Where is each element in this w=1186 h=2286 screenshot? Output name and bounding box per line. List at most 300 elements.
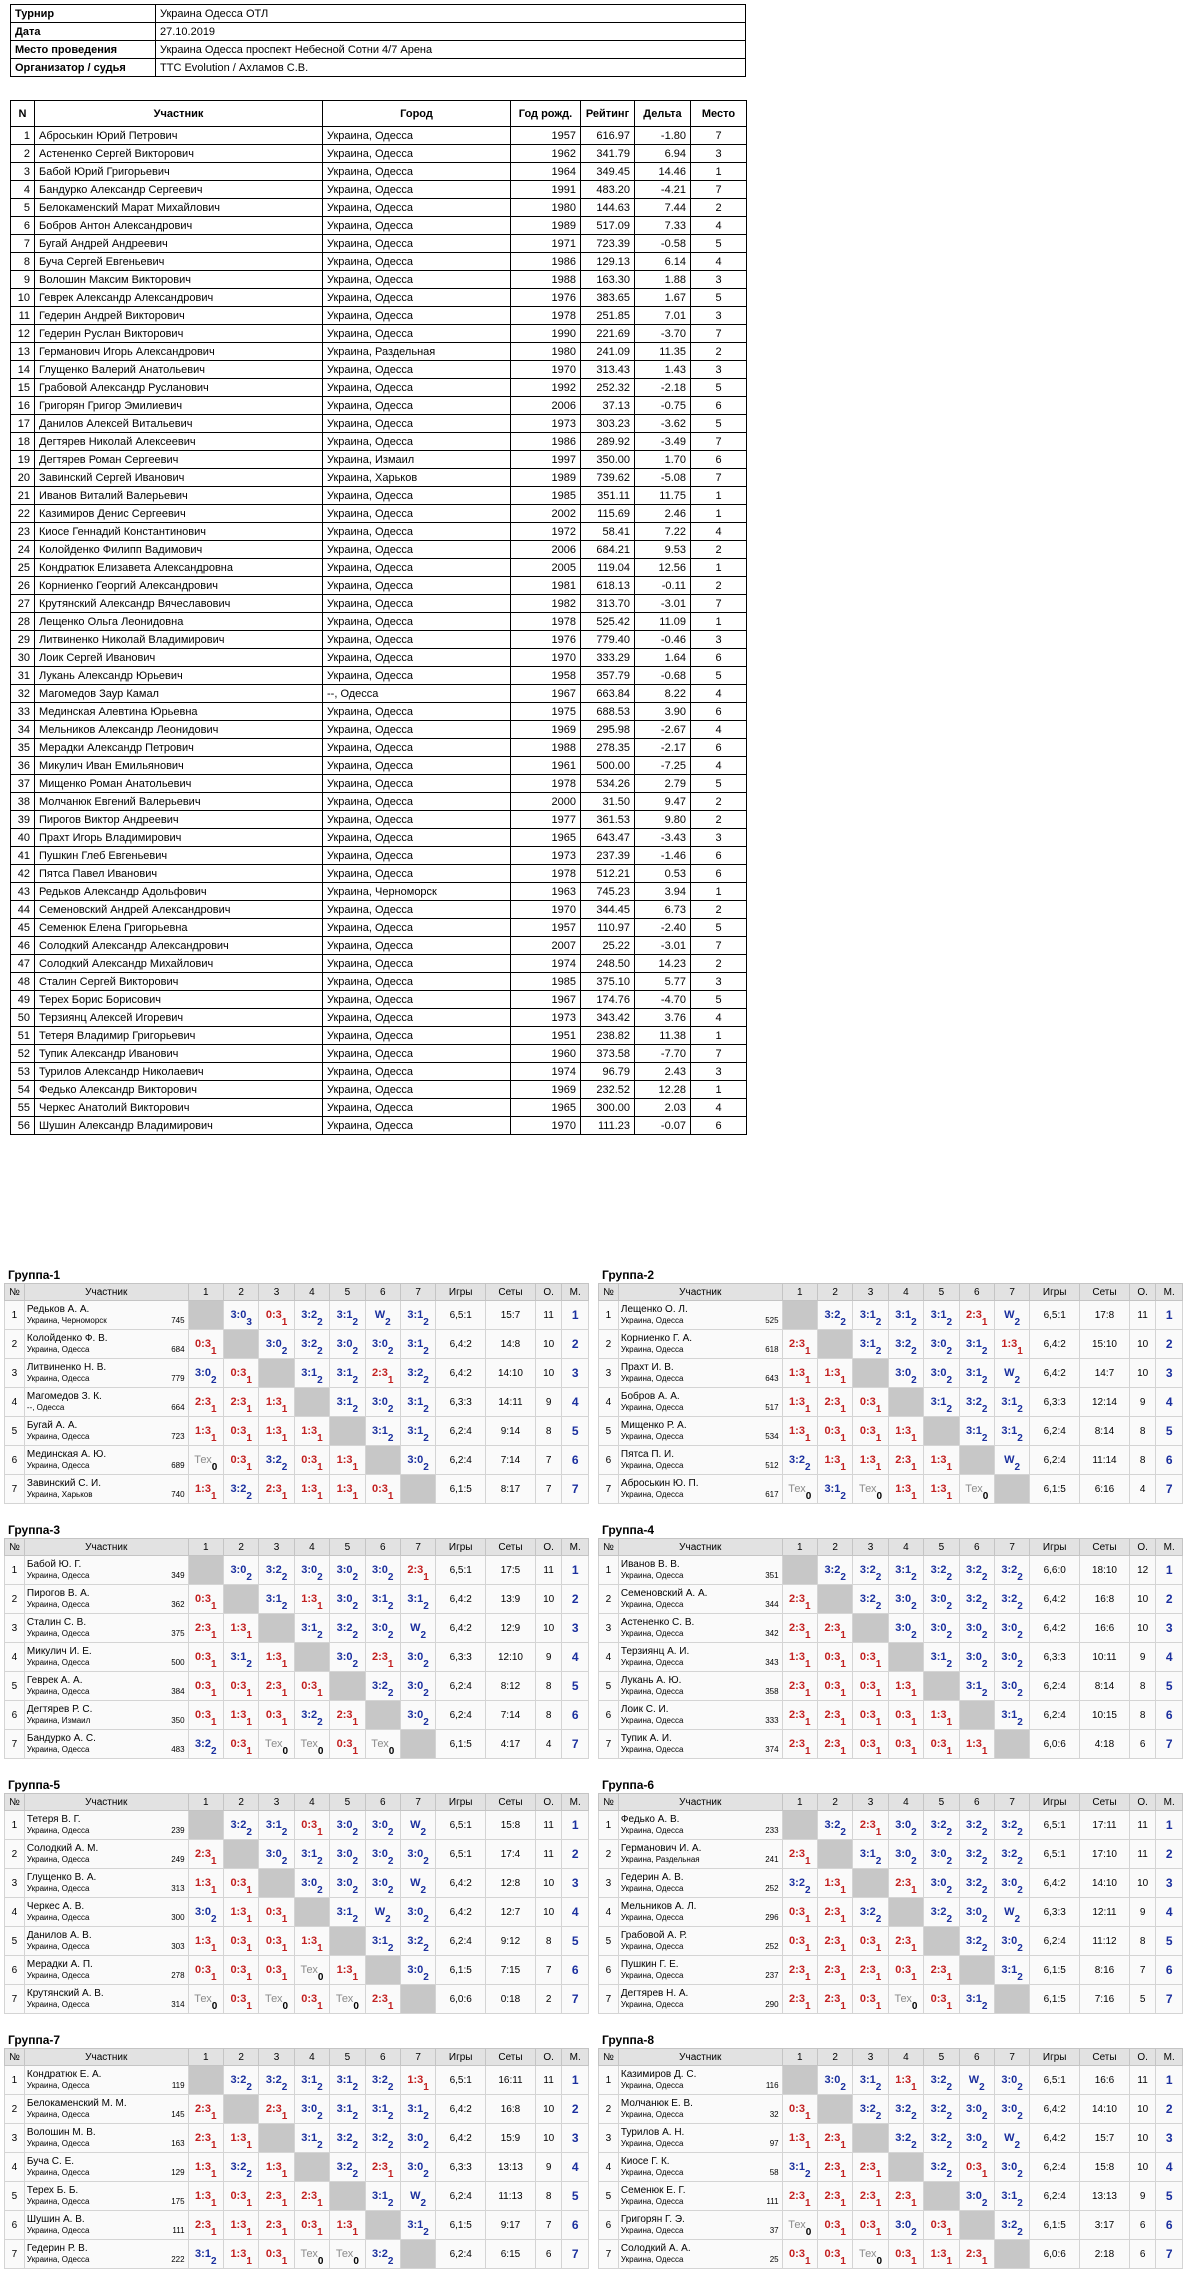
player-delta: 7.22 xyxy=(635,523,691,541)
match-score: 1:31 xyxy=(336,2219,359,2238)
match-points: 1 xyxy=(246,1375,252,1386)
match-points: 2 xyxy=(423,1856,429,1867)
match-points: 1 xyxy=(246,1972,252,1983)
group-row-number: 4 xyxy=(5,1388,25,1417)
match-score: 3:22 xyxy=(859,2103,882,2122)
group-sets: 4:18 xyxy=(1080,1730,1130,1759)
group-player-name: Литвиненко Н. В. xyxy=(26,1362,107,1373)
match-score: 2:31 xyxy=(824,1738,846,1757)
group-row xyxy=(5,2095,589,2124)
player-rating: 313.70 xyxy=(581,595,635,613)
match-score: 3:22 xyxy=(966,1819,988,1838)
group-player-name: Федько А. В. xyxy=(620,1814,680,1825)
match-score: W2 xyxy=(1004,1454,1021,1473)
match-cell xyxy=(400,1330,435,1359)
match-score: 1:31 xyxy=(336,1964,359,1983)
match-cell xyxy=(817,2240,852,2269)
group-player-rating: 617 xyxy=(765,1490,779,1499)
match-points: 2 xyxy=(911,1630,917,1641)
match-points: 2 xyxy=(946,1827,953,1838)
match-score: 3:22 xyxy=(966,1593,988,1612)
match-points: 1 xyxy=(210,1688,217,1699)
participant-row xyxy=(11,1009,747,1027)
player-place: 5 xyxy=(691,775,747,793)
group-player-rating: 689 xyxy=(171,1461,185,1470)
group-place: 7 xyxy=(1156,1985,1183,2014)
group-player-rating: 534 xyxy=(765,1432,779,1441)
match-cell xyxy=(924,1446,959,1475)
group-1 xyxy=(4,1267,589,1504)
group-player-rating: 252 xyxy=(765,1884,779,1893)
match-score: 3:22 xyxy=(336,2132,359,2151)
group-player-rating: 163 xyxy=(171,2139,185,2148)
group-place: 4 xyxy=(1156,1388,1183,1417)
group-games: 6,6:0 xyxy=(1030,1556,1080,1585)
self-cell xyxy=(924,1927,959,1956)
match-points: 1 xyxy=(281,2198,288,2209)
group-column-header: Участник xyxy=(24,1284,188,1301)
group-games: 6,2:4 xyxy=(1030,1417,1080,1446)
match-cell xyxy=(959,2095,994,2124)
group-player-name: Гедерин Р. В. xyxy=(26,2243,88,2254)
match-cell xyxy=(782,1614,817,1643)
group-5 xyxy=(4,1777,589,2014)
participant-row xyxy=(11,721,747,739)
match-points: 1 xyxy=(840,1404,846,1415)
match-cell xyxy=(924,1388,959,1417)
match-cell xyxy=(223,2240,258,2269)
match-points: 2 xyxy=(423,1317,429,1328)
match-points: 2 xyxy=(946,1630,953,1641)
player-place: 1 xyxy=(691,559,747,577)
group-player-cell xyxy=(618,1475,782,1504)
player-number: 46 xyxy=(11,937,35,955)
player-rating: 375.10 xyxy=(581,973,635,991)
match-score: Тех0 xyxy=(194,1454,218,1473)
match-score: Тех0 xyxy=(894,1993,918,2012)
group-player-name: Астененко С. В. xyxy=(620,1617,695,1628)
match-points: 2 xyxy=(875,1601,882,1612)
player-city: Украина, Одесса xyxy=(323,1117,511,1135)
match-points: 1 xyxy=(911,1717,917,1728)
group-row xyxy=(599,1330,1183,1359)
match-cell xyxy=(924,1985,959,2014)
group-place: 3 xyxy=(1156,1869,1183,1898)
participant-row xyxy=(11,595,747,613)
match-points: 0 xyxy=(388,1746,395,1757)
match-score: 0:31 xyxy=(230,1367,252,1386)
group-place: 7 xyxy=(562,1475,589,1504)
match-points: 2 xyxy=(420,1630,427,1641)
match-cell xyxy=(259,1730,294,1759)
group-points: 11 xyxy=(535,1840,562,1869)
match-cell xyxy=(959,1388,994,1417)
match-cell xyxy=(782,2095,817,2124)
match-score: 1:31 xyxy=(301,1593,323,1612)
match-cell xyxy=(400,1585,435,1614)
match-score: 0:31 xyxy=(301,1819,323,1838)
player-birth-year: 1988 xyxy=(511,271,581,289)
match-score: 0:31 xyxy=(195,1680,217,1699)
group-player-city: Украина, Измаил xyxy=(26,1716,91,1725)
group-sets: 9:17 xyxy=(486,2211,536,2240)
match-score: Тех0 xyxy=(335,2248,359,2267)
match-cell xyxy=(782,1475,817,1504)
match-points: 2 xyxy=(387,1688,394,1699)
player-birth-year: 1973 xyxy=(511,1009,581,1027)
match-score: 3:12 xyxy=(859,1338,882,1357)
player-rating: 618.13 xyxy=(581,577,635,595)
group-table xyxy=(598,1283,1183,1504)
match-score: 0:31 xyxy=(230,2190,252,2209)
match-score: 1:31 xyxy=(407,2074,429,2093)
player-number: 11 xyxy=(11,307,35,325)
match-score: 3:22 xyxy=(1001,2219,1023,2238)
match-cell xyxy=(782,1730,817,1759)
group-player-city: Украина, Одесса xyxy=(620,1716,684,1725)
match-cell xyxy=(888,2182,923,2211)
match-score: 0:31 xyxy=(336,1738,359,1757)
group-row xyxy=(5,2182,589,2211)
group-player-name: Семеновский А. А. xyxy=(620,1588,708,1599)
match-cell xyxy=(400,1446,435,1475)
group-row xyxy=(5,1701,589,1730)
player-place: 4 xyxy=(691,523,747,541)
match-score: 3:22 xyxy=(372,1680,394,1699)
group-player-city: Украина, Одесса xyxy=(26,2255,90,2264)
group-player-name: Волошин М. В. xyxy=(26,2127,96,2138)
match-cell xyxy=(188,2182,223,2211)
match-points: 1 xyxy=(387,1375,394,1386)
match-score: 2:31 xyxy=(195,2132,217,2151)
player-delta: -4.70 xyxy=(635,991,691,1009)
info-key: Место проведения xyxy=(11,41,156,59)
match-points: 1 xyxy=(840,2169,846,2180)
match-score: 2:31 xyxy=(824,1993,846,2012)
player-birth-year: 1965 xyxy=(511,1099,581,1117)
self-cell xyxy=(817,2095,852,2124)
match-cell xyxy=(400,1301,435,1330)
match-score: 0:31 xyxy=(789,1935,811,1954)
match-cell xyxy=(365,1359,400,1388)
group-column-header: Сеты xyxy=(486,2049,536,2066)
match-points: 2 xyxy=(281,1462,288,1473)
match-points: 1 xyxy=(246,1885,252,1896)
group-row xyxy=(599,2182,1183,2211)
group-place: 1 xyxy=(562,2066,589,2095)
player-city: Украина, Одесса xyxy=(323,199,511,217)
match-cell xyxy=(259,1840,294,1869)
group-games: 6,2:4 xyxy=(1030,2182,1080,2211)
group-row xyxy=(599,2124,1183,2153)
match-points: 2 xyxy=(1017,1572,1023,1583)
player-name: Геврек Александр Александрович xyxy=(35,289,323,307)
group-sets: 8:12 xyxy=(486,1672,536,1701)
column-header: Дельта xyxy=(635,101,691,127)
group-points: 12 xyxy=(1129,1556,1156,1585)
match-score: 3:12 xyxy=(336,2103,359,2122)
group-player-city: Украина, Одесса xyxy=(620,1432,684,1441)
match-score: 2:31 xyxy=(895,2190,917,2209)
player-place: 4 xyxy=(691,1099,747,1117)
group-place: 6 xyxy=(562,2211,589,2240)
player-rating: 383.65 xyxy=(581,289,635,307)
group-column-header: Игры xyxy=(436,1794,486,1811)
player-number: 12 xyxy=(11,325,35,343)
match-points: 1 xyxy=(210,1404,217,1415)
group-player-cell xyxy=(618,1985,782,2014)
match-score: 1:31 xyxy=(930,2248,953,2267)
player-rating: 129.13 xyxy=(581,253,635,271)
match-cell xyxy=(188,2240,223,2269)
match-cell xyxy=(817,1417,852,1446)
match-score: 0:31 xyxy=(301,1454,323,1473)
player-city: Украина, Одесса xyxy=(323,595,511,613)
match-score: 3:22 xyxy=(230,1483,252,1502)
group-player-rating: 222 xyxy=(171,2255,185,2264)
match-cell xyxy=(365,2240,400,2269)
match-points: 2 xyxy=(246,2169,252,2180)
match-cell xyxy=(330,1840,365,1869)
group-points: 7 xyxy=(1129,1956,1156,1985)
participant-row xyxy=(11,847,747,865)
match-points: 1 xyxy=(246,1404,252,1415)
match-score: 1:31 xyxy=(195,1935,217,1954)
match-score: 3:22 xyxy=(195,1738,217,1757)
match-points: 1 xyxy=(804,2198,811,2209)
match-points: 0 xyxy=(982,1491,989,1502)
group-header-row xyxy=(599,2049,1183,2066)
match-score: 0:31 xyxy=(230,1680,252,1699)
group-player-cell xyxy=(618,1614,782,1643)
group-place: 1 xyxy=(1156,1301,1183,1330)
player-place: 1 xyxy=(691,883,747,901)
match-score: W2 xyxy=(410,1877,427,1896)
group-place: 5 xyxy=(1156,1927,1183,1956)
player-number: 50 xyxy=(11,1009,35,1027)
player-delta: -0.75 xyxy=(635,397,691,415)
group-games: 6,2:4 xyxy=(436,1927,486,1956)
match-score: 3:22 xyxy=(230,1819,252,1838)
match-score: 2:31 xyxy=(265,2103,288,2122)
player-delta: 14.46 xyxy=(635,163,691,181)
match-cell xyxy=(400,1417,435,1446)
self-cell xyxy=(853,1359,888,1388)
match-cell xyxy=(994,1388,1029,1417)
group-column-header: 4 xyxy=(294,1284,329,1301)
match-cell xyxy=(817,1359,852,1388)
player-place: 7 xyxy=(691,433,747,451)
self-cell xyxy=(294,1898,329,1927)
player-birth-year: 1965 xyxy=(511,829,581,847)
group-sets: 2:18 xyxy=(1080,2240,1130,2269)
self-cell xyxy=(994,1475,1029,1504)
group-points: 10 xyxy=(1129,1330,1156,1359)
match-cell xyxy=(853,1301,888,1330)
match-score: Тех0 xyxy=(265,1738,289,1757)
group-points: 10 xyxy=(1129,1359,1156,1388)
self-cell xyxy=(994,2240,1029,2269)
self-cell xyxy=(400,1475,435,1504)
group-column-header: № xyxy=(599,1539,619,1556)
group-player-name: Геврек А. А. xyxy=(26,1675,83,1686)
player-rating: 241.09 xyxy=(581,343,635,361)
match-cell xyxy=(188,1614,223,1643)
participant-row xyxy=(11,1081,747,1099)
group-row-number: 4 xyxy=(5,1898,25,1927)
match-points: 2 xyxy=(1017,1601,1023,1612)
group-player-name: Терех Б. Б. xyxy=(26,2185,79,2196)
group-player-name: Бобров А. А. xyxy=(620,1391,680,1402)
self-cell xyxy=(924,2182,959,2211)
match-points: 2 xyxy=(281,2082,288,2093)
match-points: 2 xyxy=(946,1885,953,1896)
group-points: 10 xyxy=(535,1359,562,1388)
group-column-header: 5 xyxy=(924,2049,959,2066)
group-column-header: 7 xyxy=(400,1284,435,1301)
match-points: 2 xyxy=(981,1688,988,1699)
group-column-header: 4 xyxy=(888,1539,923,1556)
group-points: 4 xyxy=(1129,1475,1156,1504)
match-cell xyxy=(330,2240,365,2269)
match-points: 2 xyxy=(246,1491,252,1502)
group-player-rating: 314 xyxy=(171,2000,185,2009)
group-sets: 15:7 xyxy=(486,1301,536,1330)
player-rating: 344.45 xyxy=(581,901,635,919)
group-points: 11 xyxy=(535,2066,562,2095)
group-player-cell xyxy=(24,1869,188,1898)
match-cell xyxy=(817,2124,852,2153)
match-score: 2:31 xyxy=(336,1709,359,1728)
player-delta: 12.56 xyxy=(635,559,691,577)
player-birth-year: 2002 xyxy=(511,505,581,523)
group-row-number: 6 xyxy=(599,2211,619,2240)
group-sets: 9:12 xyxy=(486,1927,536,1956)
match-cell xyxy=(259,1585,294,1614)
match-cell xyxy=(259,2182,294,2211)
group-table xyxy=(598,2048,1183,2269)
group-points: 8 xyxy=(1129,1672,1156,1701)
group-row xyxy=(599,2153,1183,2182)
group-row-number: 2 xyxy=(599,2095,619,2124)
group-row xyxy=(599,1301,1183,1330)
match-score: 3:12 xyxy=(859,1309,882,1328)
group-player-name: Киосе Г. К. xyxy=(620,2156,670,2167)
player-rating: 517.09 xyxy=(581,217,635,235)
match-score: 0:31 xyxy=(824,1680,846,1699)
match-score: 2:31 xyxy=(966,1309,988,1328)
group-player-cell xyxy=(24,1614,188,1643)
match-points: 2 xyxy=(981,1914,988,1925)
match-score: 0:31 xyxy=(789,2248,811,2267)
match-points: 1 xyxy=(875,1746,882,1757)
group-column-header: М. xyxy=(562,2049,589,2066)
group-player-cell xyxy=(618,2182,782,2211)
player-name: Солодкий Александр Александрович xyxy=(35,937,323,955)
player-number: 24 xyxy=(11,541,35,559)
match-points: 1 xyxy=(246,1462,252,1473)
group-column-header: О. xyxy=(1129,1539,1156,1556)
group-player-cell xyxy=(618,1869,782,1898)
self-cell xyxy=(853,1614,888,1643)
player-birth-year: 1985 xyxy=(511,487,581,505)
match-score: 3:12 xyxy=(1001,1964,1023,1983)
participant-row xyxy=(11,397,747,415)
match-points: 1 xyxy=(946,2227,953,2238)
match-points: 2 xyxy=(1017,1630,1023,1641)
group-row-number: 1 xyxy=(5,2066,25,2095)
player-city: Украина, Одесса xyxy=(323,667,511,685)
group-points: 8 xyxy=(1129,1927,1156,1956)
match-cell xyxy=(365,1643,400,1672)
match-score: 3:02 xyxy=(407,1964,429,1983)
group-player-name: Мельников А. Л. xyxy=(620,1901,697,1912)
group-place: 2 xyxy=(1156,1585,1183,1614)
match-points: 2 xyxy=(210,1746,217,1757)
match-cell xyxy=(924,2240,959,2269)
match-points: 0 xyxy=(353,2001,359,2012)
match-score: 1:31 xyxy=(824,1367,846,1386)
group-column-header: О. xyxy=(535,1539,562,1556)
match-points: 1 xyxy=(352,1491,359,1502)
player-city: Украина, Одесса xyxy=(323,649,511,667)
match-points: 2 xyxy=(281,1346,288,1357)
match-points: 2 xyxy=(317,1346,323,1357)
group-column-header: 6 xyxy=(959,1539,994,1556)
match-cell xyxy=(400,1840,435,1869)
group-row xyxy=(599,1556,1183,1585)
match-score: 3:12 xyxy=(859,1848,882,1867)
group-player-name: Крутянский А. В. xyxy=(26,1988,104,1999)
group-column-header: Участник xyxy=(618,1794,782,1811)
match-cell xyxy=(223,1869,258,1898)
group-sets: 17:5 xyxy=(486,1556,536,1585)
group-player-city: Украина, Одесса xyxy=(26,1826,90,1835)
player-rating: 351.11 xyxy=(581,487,635,505)
column-header: Место xyxy=(691,101,747,127)
participant-row xyxy=(11,469,747,487)
group-row xyxy=(599,1701,1183,1730)
player-place: 4 xyxy=(691,685,747,703)
group-player-city: Украина, Одесса xyxy=(26,2168,90,2177)
match-score: 1:31 xyxy=(1001,1338,1023,1357)
player-rating: 303.23 xyxy=(581,415,635,433)
group-column-header: 3 xyxy=(259,1794,294,1811)
group-player-city: Украина, Одесса xyxy=(620,2168,684,2177)
group-player-rating: 97 xyxy=(769,2139,779,2148)
match-cell xyxy=(400,2211,435,2240)
group-games: 6,5:1 xyxy=(1030,1301,1080,1330)
group-sets: 14:10 xyxy=(1080,1869,1130,1898)
group-place: 5 xyxy=(1156,1417,1183,1446)
match-cell xyxy=(223,1701,258,1730)
match-points: 1 xyxy=(911,1491,917,1502)
match-points: 2 xyxy=(981,1404,988,1415)
match-score: 0:31 xyxy=(195,1651,217,1670)
player-name: Семеновский Андрей Александрович xyxy=(35,901,323,919)
player-number: 16 xyxy=(11,397,35,415)
participant-row xyxy=(11,307,747,325)
match-cell xyxy=(294,2066,329,2095)
match-points: 1 xyxy=(840,1630,846,1641)
group-row xyxy=(5,1730,589,1759)
group-player-city: Украина, Одесса xyxy=(620,1316,684,1325)
match-cell xyxy=(959,2124,994,2153)
player-delta: 6.14 xyxy=(635,253,691,271)
group-games: 6,2:4 xyxy=(1030,1701,1080,1730)
group-row-number: 4 xyxy=(5,2153,25,2182)
match-cell xyxy=(994,1359,1029,1388)
